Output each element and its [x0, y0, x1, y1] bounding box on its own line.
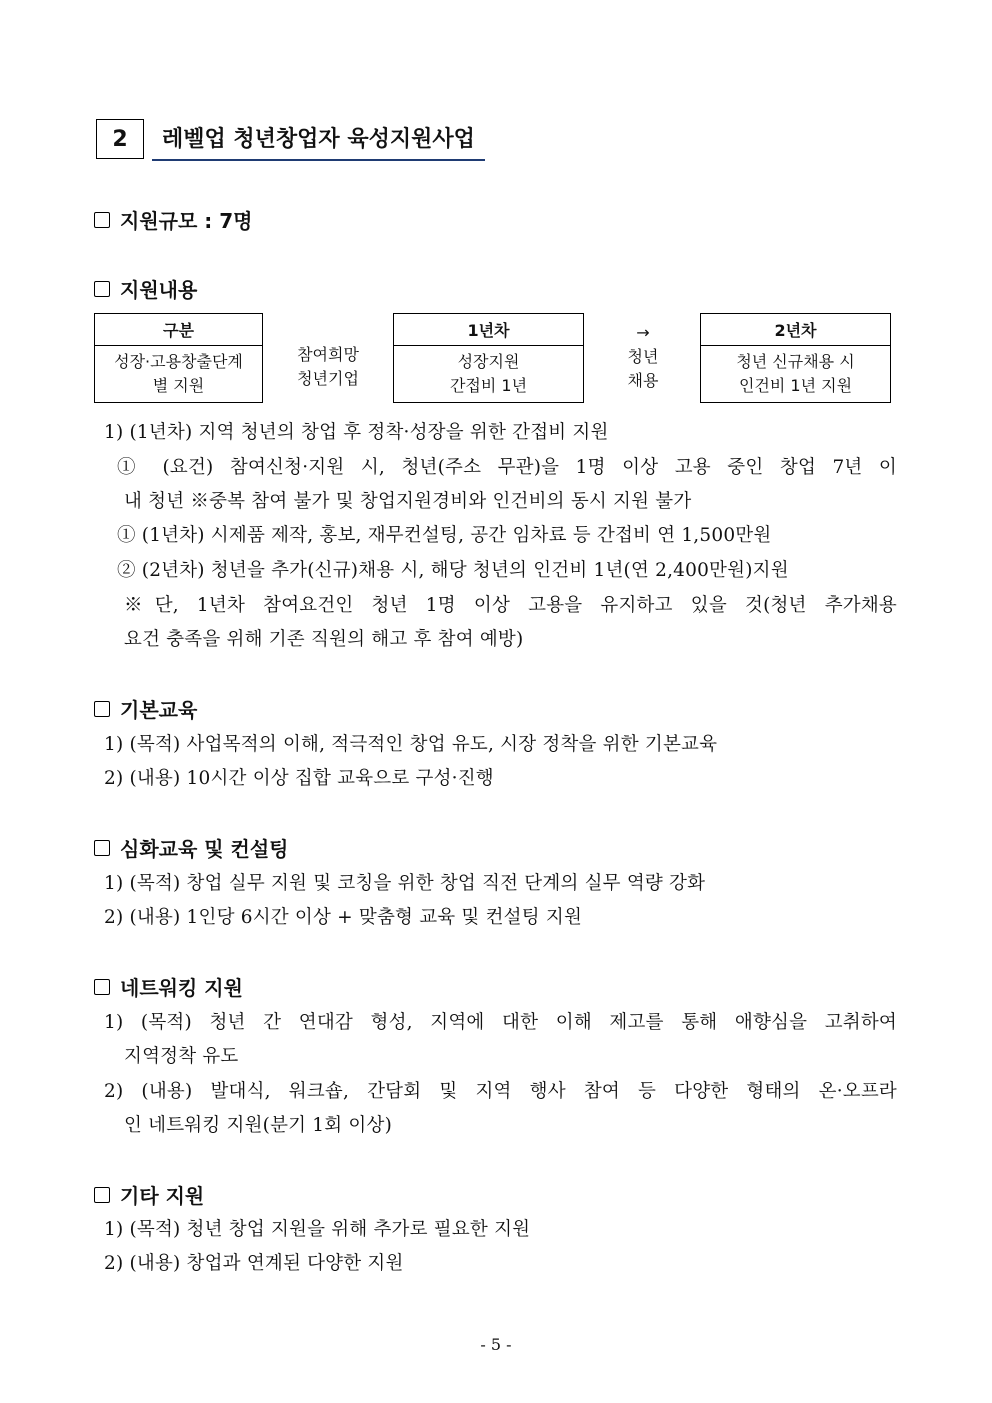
flow-text: 청년: [627, 347, 659, 366]
heading-advanced: [94, 833, 289, 862]
flow-box-body: [95, 346, 262, 402]
flow-box-category: [94, 313, 263, 403]
flow-text: 성장지원: [457, 352, 520, 371]
checkbox-icon: [94, 701, 110, 717]
networking-line: 인 네트워킹 지원(분기 1회 이상): [124, 1115, 392, 1136]
flow-text: 청년 신규채용 시: [736, 352, 855, 371]
heading-content-text: 지원내용: [120, 278, 198, 302]
heading-other: [94, 1180, 204, 1209]
section-title-text: 레벨업 청년창업자 육성지원사업: [152, 122, 485, 161]
flow-box-year2: [700, 313, 891, 403]
checkbox-icon: [94, 281, 110, 297]
heading-scale-text: 지원규모 : 7명: [120, 209, 253, 233]
basic-line: 1) (목적) 사업목적의 이해, 적극적인 창업 유도, 시장 정착을 위한 기본교육: [104, 734, 718, 755]
heading-scale: [94, 205, 252, 234]
checkbox-icon: [94, 840, 110, 856]
content-line: ① (1년차) 시제품 제작, 홍보, 재무컨설팅, 공간 임차료 등 간접비 연 1,500만원: [117, 525, 772, 546]
flow-box-header: 2년차: [701, 314, 890, 346]
flow-label-participant: [270, 343, 386, 391]
networking-line: 지역정착 유도: [124, 1046, 239, 1067]
heading-other-text: 기타 지원: [120, 1184, 205, 1208]
basic-line: 2) (내용) 10시간 이상 집합 교육으로 구성·진행: [104, 768, 494, 789]
heading-basic-text: 기본교육: [120, 698, 198, 722]
section-title: [96, 117, 485, 161]
networking-line: 2) (내용) 발대식, 워크숍, 간담회 및 지역 행사 참여 등 다양한 형태의 온·오프라: [104, 1081, 897, 1102]
advanced-line: 2) (내용) 1인당 6시간 이상 + 맞춤형 교육 및 컨설팅 지원: [104, 907, 583, 928]
arrow-right-icon: →: [636, 323, 650, 342]
advanced-line: 1) (목적) 창업 실무 지원 및 코칭을 위한 창업 직전 단계의 실무 역량 강화: [104, 873, 706, 894]
flow-text: 참여희망: [297, 345, 359, 364]
flow-box-header: 1년차: [394, 314, 583, 346]
checkbox-icon: [94, 979, 110, 995]
flow-text: 청년기업: [297, 369, 359, 388]
content-line: 1) (1년차) 지역 청년의 창업 후 정착·성장을 위한 간접비 지원: [104, 422, 609, 443]
content-line: 요건 충족을 위해 기존 직원의 해고 후 참여 예방): [124, 629, 524, 650]
section-number: 2: [96, 119, 144, 159]
other-line: 2) (내용) 창업과 연계된 다양한 지원: [104, 1253, 404, 1274]
flow-box-year1: [393, 313, 584, 403]
heading-content: [94, 274, 197, 303]
heading-networking: [94, 972, 243, 1001]
flow-text: 성장·고용창출단계: [114, 352, 243, 371]
flow-text: 인건비 1년 지원: [738, 376, 853, 395]
content-line: ① (요건) 참여신청·지원 시, 청년(주소 무관)을 1명 이상 고용 중인 창업 7년 이: [117, 457, 897, 478]
heading-advanced-text: 심화교육 및 컨설팅: [120, 837, 289, 861]
checkbox-icon: [94, 212, 110, 228]
heading-basic: [94, 694, 197, 723]
flow-label-hire: [598, 321, 688, 393]
flow-text: 채용: [627, 371, 659, 390]
heading-networking-text: 네트워킹 지원: [120, 976, 243, 1000]
content-line: 내 청년 ※중복 참여 불가 및 창업지원경비와 인건비의 동시 지원 불가: [124, 491, 692, 512]
flow-text: 간접비 1년: [449, 376, 528, 395]
content-line: ② (2년차) 청년을 추가(신규)채용 시, 해당 청년의 인건비 1년(연 2,400만원)지원: [117, 560, 789, 581]
flow-box-body: [701, 346, 890, 402]
page-number: - 5 -: [480, 1335, 512, 1354]
checkbox-icon: [94, 1187, 110, 1203]
networking-line: 1) (목적) 청년 간 연대감 형성, 지역에 대한 이해 제고를 통해 애향심을 고취하여: [104, 1012, 897, 1033]
flow-box-header: 구분: [95, 314, 262, 346]
content-line: ※단, 1년차 참여요건인 청년 1명 이상 고용을 유지하고 있을 것(청년 추가채용: [124, 595, 897, 616]
flow-box-body: [394, 346, 583, 402]
other-line: 1) (목적) 청년 창업 지원을 위해 추가로 필요한 지원: [104, 1219, 531, 1240]
flow-text: 별 지원: [152, 376, 205, 395]
